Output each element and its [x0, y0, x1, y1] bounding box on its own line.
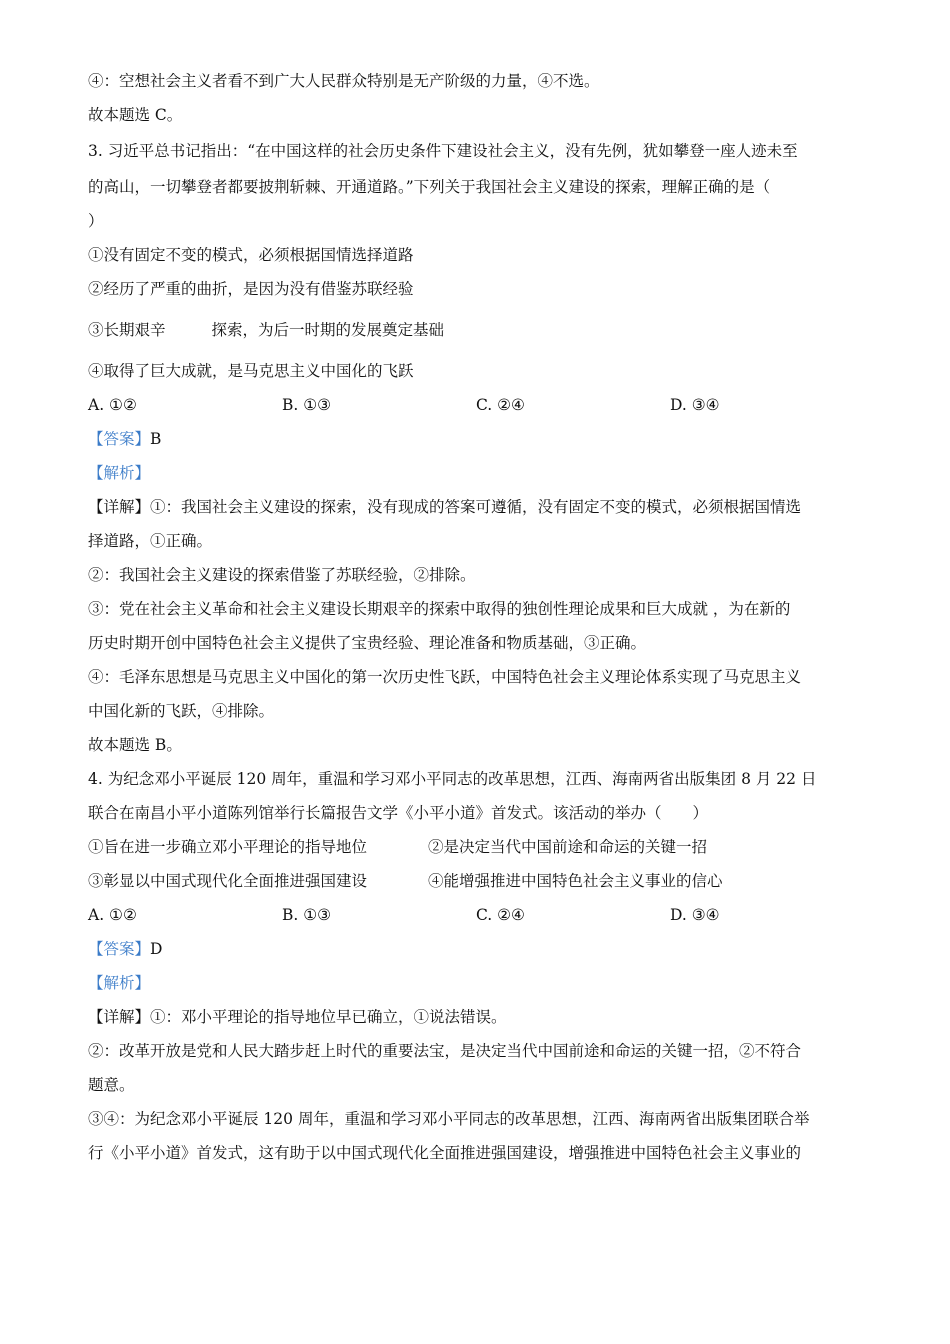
option-a: A. ①②: [88, 396, 137, 414]
question-3-detail: 中国化新的飞跃，④排除。: [88, 702, 275, 720]
option-c: C. ②④: [476, 396, 525, 414]
question-3-detail: 择道路，①正确。: [88, 532, 213, 550]
question-3-detail: ②：我国社会主义建设的探索借鉴了苏联经验，②排除。: [88, 566, 476, 584]
question-3-detail: ④：毛泽东思想是马克思主义中国化的第一次历史性飞跃，中国特色社会主义理论体系实现了马克思主义: [88, 668, 802, 686]
document-page: [88, 70, 868, 1164]
analysis-tag: 【解析】: [88, 464, 151, 482]
option-d: D. ③④: [670, 906, 720, 924]
question-3-item: ①没有固定不变的模式，必须根据国情选择道路: [88, 246, 414, 264]
text-line: 故本题选 C。: [88, 106, 183, 124]
question-4-item: ②是决定当代中国前途和命运的关键一招: [428, 838, 708, 856]
question-4-stem: 联合在南昌小平小道陈列馆举行长篇报告文学《小平小道》首发式。该活动的举办（ ）: [88, 804, 709, 822]
question-4-items: [88, 870, 868, 892]
question-3-detail: 故本题选 B。: [88, 736, 182, 754]
question-4-detail: 【详解】①：邓小平理论的指导地位早已确立，①说法错误。: [88, 1008, 507, 1026]
option-a: A. ①②: [88, 906, 137, 924]
question-3-detail: 历史时期开创中国特色社会主义提供了宝贵经验、理论准备和物质基础，③正确。: [88, 634, 647, 652]
question-4-item: ④能增强推进中国特色社会主义事业的信心: [428, 872, 723, 890]
option-c: C. ②④: [476, 906, 525, 924]
question-3-stem: ）: [88, 212, 104, 230]
question-4-detail: 行《小平小道》首发式，这有助于以中国式现代化全面推进强国建设，增强推进中国特色社会主义事业的: [88, 1144, 802, 1162]
answer-tag: 【答案】: [88, 940, 151, 958]
question-3-detail: ③：党在社会主义革命和社会主义建设长期艰辛的探索中取得的独创性理论成果和巨大成就 ，为在新的: [88, 600, 791, 618]
question-4-options: [88, 904, 868, 926]
question-3-answer: [88, 428, 868, 450]
answer-value: B: [150, 430, 162, 448]
question-3-item: ④取得了巨大成就，是马克思主义中国化的飞跃: [88, 362, 414, 380]
question-4-detail: ②：改革开放是党和人民大踏步赶上时代的重要法宝，是决定当代中国前途和命运的关键一招，②不符合: [88, 1042, 802, 1060]
question-4-item: ①旨在进一步确立邓小平理论的指导地位: [88, 838, 368, 856]
question-3-item-part: ③长期艰辛: [88, 321, 166, 339]
analysis-tag: 【解析】: [88, 974, 151, 992]
answer-tag: 【答案】: [88, 430, 151, 448]
option-d: D. ③④: [670, 396, 720, 414]
question-4-detail: ③④：为纪念邓小平诞辰 120 周年，重温和学习邓小平同志的改革思想，江西、海南两省出版集团联合举: [88, 1110, 810, 1128]
question-3-item: [88, 319, 868, 341]
question-3-item: ②经历了严重的曲折，是因为没有借鉴苏联经验: [88, 280, 414, 298]
question-3-options: [88, 394, 868, 416]
question-4-detail: 题意。: [88, 1076, 135, 1094]
question-4-stem: 4. 为纪念邓小平诞辰 120 周年，重温和学习邓小平同志的改革思想，江西、海南两省出版集团 8 月 22 日: [88, 770, 817, 788]
question-3-stem: 3. 习近平总书记指出：“在中国这样的社会历史条件下建设社会主义，没有先例，犹如攀登一座人迹未至: [88, 142, 798, 160]
question-3-detail: 【详解】①：我国社会主义建设的探索，没有现成的答案可遵循，没有固定不变的模式，必须根据国情选: [88, 498, 802, 516]
text-line: ④：空想社会主义者看不到广大人民群众特别是无产阶级的力量，④不选。: [88, 72, 600, 90]
question-3-stem: 的高山，一切攀登者都要披荆斩棘、开通道路。”下列关于我国社会主义建设的探索，理解正确的是（: [88, 178, 771, 196]
question-4-items: [88, 836, 868, 858]
question-4-item: ③彰显以中国式现代化全面推进强国建设: [88, 872, 368, 890]
question-4-answer: [88, 938, 868, 960]
question-3-item-part: 探索，为后一时期的发展奠定基础: [211, 321, 445, 339]
option-b: B. ①③: [282, 396, 332, 414]
answer-value: D: [150, 940, 163, 958]
option-b: B. ①③: [282, 906, 332, 924]
